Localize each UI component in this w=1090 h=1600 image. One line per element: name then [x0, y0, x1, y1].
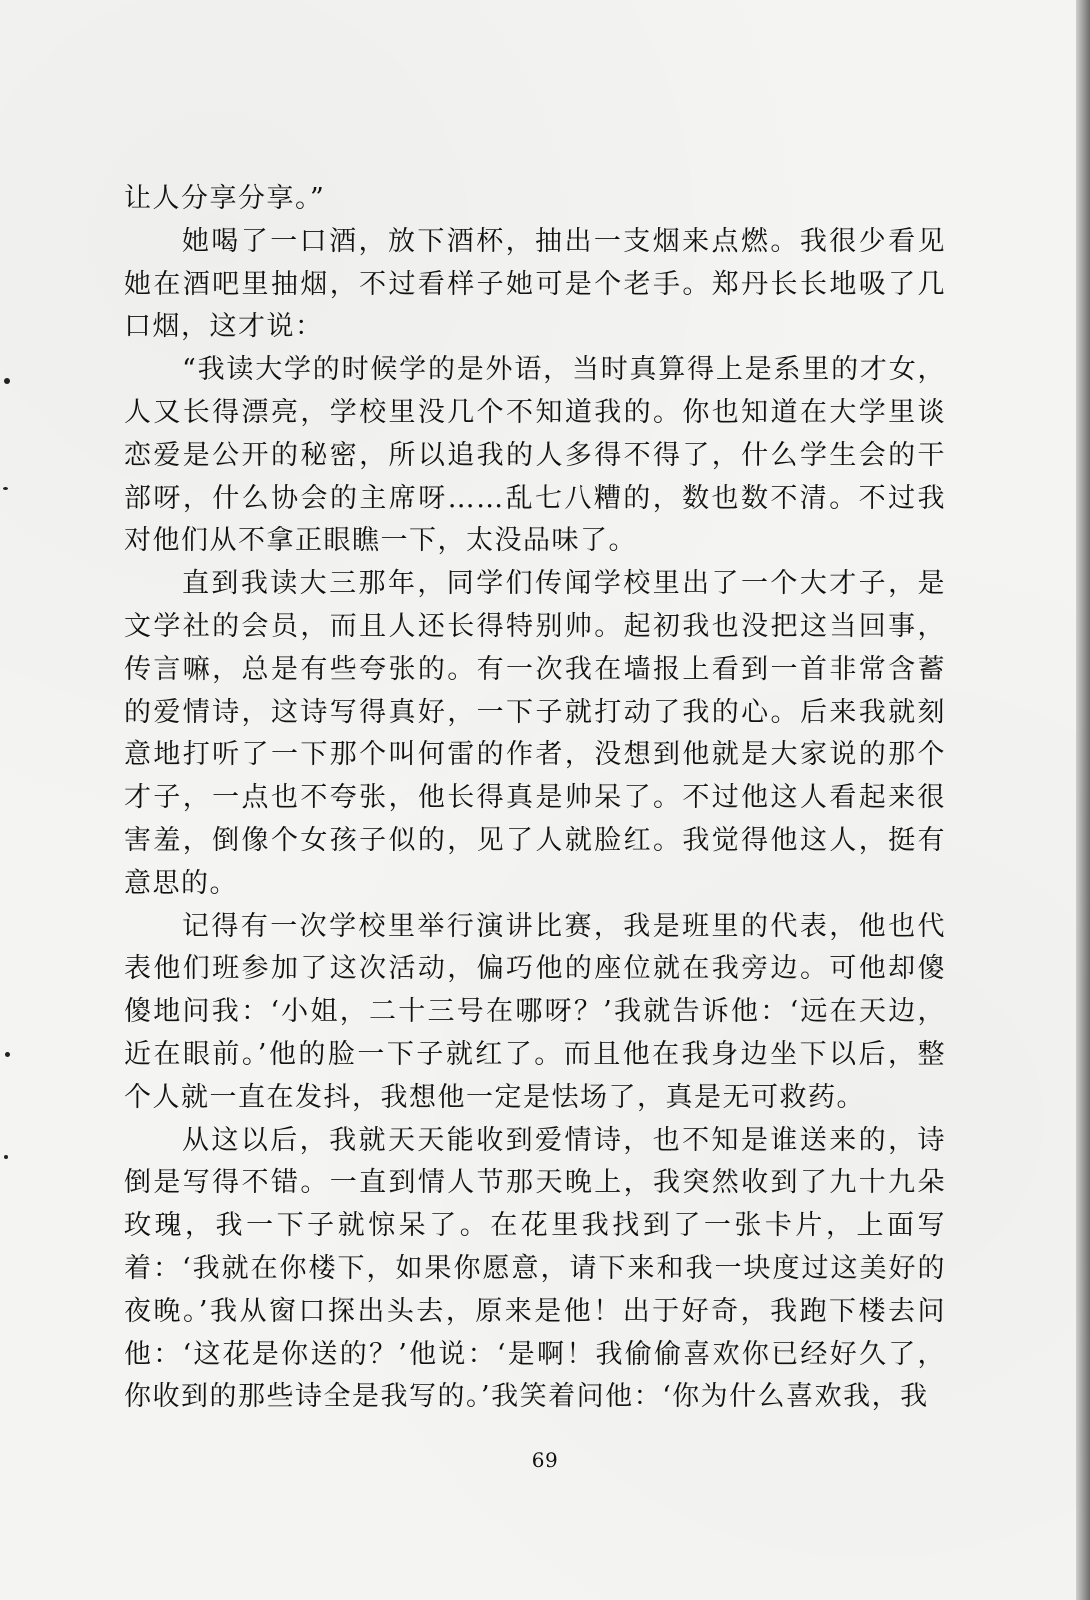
- paragraph: 从这以后，我就天天能收到爱情诗，也不知是谁送来的，诗倒是写得不错。一直到情人节那天晚上，我突然收到了九十九朵玫瑰，我一下子就惊呆了。在花里我找到了一张卡片，上面写着：‘我就在你楼下，如果你愿意，请下来和我一块度过这美好的夜晚。’我从窗口探出头去，原来是他！出于好奇，我跑下楼去问他：‘这花是你送的？’他说：‘是啊！我偷偷喜欢你已经好久了，你收到的那些诗全是我写的。’我笑着问他：‘你为什么喜欢我，我: [124, 1124, 946, 1413]
- paragraph: 直到我读大三那年，同学们传闻学校里出了一个大才子，是文学社的会员，而且人还长得特别帅。起初我也没把这当回事，传言嘛，总是有些夸张的。有一次我在墙报上看到一首非常含蓄的爱情诗，这诗写得真好，一下子就打动了我的心。后来我就刻意地打听了一下那个叫何雷的作者，没想到他就是大家说的那个才子，一点也不夸张，他长得真是帅呆了。不过他这人看起来很害羞，倒像个女孩子似的，见了人就脸红。我觉得他这人，挺有意思的。: [124, 568, 946, 899]
- body-text: [124, 178, 946, 1419]
- scan-speck: [4, 378, 10, 384]
- paragraph: 她喝了一口酒，放下酒杯，抽出一支烟来点燃。我很少看见她在酒吧里抽烟，不过看样子她可是个老手。郑丹长长地吸了几口烟，这才说：: [124, 225, 946, 343]
- page-edge-shadow: [1076, 0, 1090, 1600]
- paragraph: “我读大学的时候学的是外语，当时真算得上是系里的才女，人又长得漂亮，学校里没几个不知道我的。你也知道在大学里谈恋爱是公开的秘密，所以追我的人多得不得了，什么学生会的干部呀，什么协会的主席呀……乱七八糟的，数也数不清。不过我对他们从不拿正眼瞧一下，太没品味了。: [124, 354, 946, 557]
- scan-speck: [4, 1155, 8, 1159]
- paragraph: 记得有一次学校里举行演讲比赛，我是班里的代表，他也代表他们班参加了这次活动，偏巧他的座位就在我旁边。可他却傻傻地问我：‘小姐，二十三号在哪呀？’我就告诉他：‘远在天边，近在眼前。’他的脸一下子就红了。而且他在我身边坐下以后，整个人就一直在发抖，我想他一定是怯场了，真是无可救药。: [124, 910, 946, 1113]
- scan-speck: [3, 487, 8, 490]
- scan-speck: [5, 1052, 10, 1057]
- paragraph: 让人分享分享。”: [124, 183, 326, 214]
- page-number: 69: [531, 1448, 559, 1472]
